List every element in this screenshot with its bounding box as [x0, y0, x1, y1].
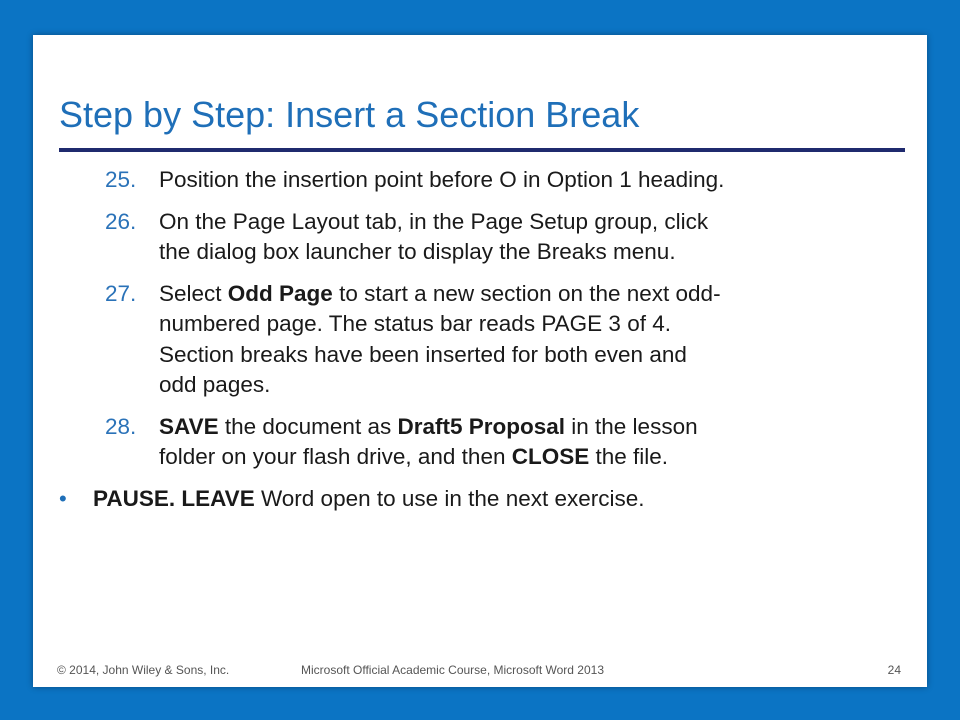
- slide-title: Step by Step: Insert a Section Break: [59, 94, 640, 135]
- step-28: [33, 412, 927, 473]
- step-text-line: [159, 279, 897, 310]
- text-run: in the lesson: [565, 413, 698, 439]
- step-text: numbered page. The status bar reads PAGE 3 of 4.: [159, 311, 671, 336]
- bold-term: Draft5 Proposal: [397, 413, 566, 439]
- footer-page-number: 24: [887, 663, 901, 677]
- bold-term: CLOSE: [511, 444, 590, 469]
- step-text: the dialog box launcher to display the Breaks menu.: [159, 239, 676, 264]
- bold-term: PAUSE. LEAVE: [93, 485, 255, 511]
- step-number: 27.: [105, 280, 137, 306]
- text-run: to start a new section on the next odd-: [332, 280, 721, 306]
- text-run: the file.: [589, 444, 669, 469]
- step-27: [33, 279, 927, 401]
- slide-body: [33, 165, 927, 514]
- step-25: [33, 165, 927, 196]
- step-number: 26.: [105, 208, 137, 234]
- text-run: Word open to use in the next exercise.: [254, 485, 645, 511]
- step-number: 25.: [105, 167, 137, 192]
- step-number: 28.: [105, 413, 137, 439]
- step-text-line: [159, 442, 897, 473]
- bullet-item: [33, 484, 927, 515]
- text-run: the document as: [218, 413, 398, 439]
- bullet-dot-icon: •: [59, 485, 67, 511]
- bold-term: Odd Page: [227, 280, 333, 306]
- step-text-line: [159, 412, 897, 443]
- step-text: Position the insertion point before O in Option 1 heading.: [159, 167, 725, 192]
- step-26: [33, 207, 927, 268]
- text-run: folder on your flash drive, and then: [159, 444, 512, 469]
- footer-course: Microsoft Official Academic Course, Microsoft Word 2013: [301, 663, 604, 677]
- step-text: odd pages.: [159, 372, 271, 397]
- text-run: Select: [159, 280, 228, 306]
- step-text: Section breaks have been inserted for both even and: [159, 341, 687, 367]
- bold-term: SAVE: [159, 413, 219, 439]
- step-text: On the Page Layout tab, in the Page Setup group, click: [159, 208, 709, 234]
- title-underline: [59, 148, 905, 152]
- footer-copyright: © 2014, John Wiley & Sons, Inc.: [57, 663, 230, 677]
- slide: [33, 35, 927, 687]
